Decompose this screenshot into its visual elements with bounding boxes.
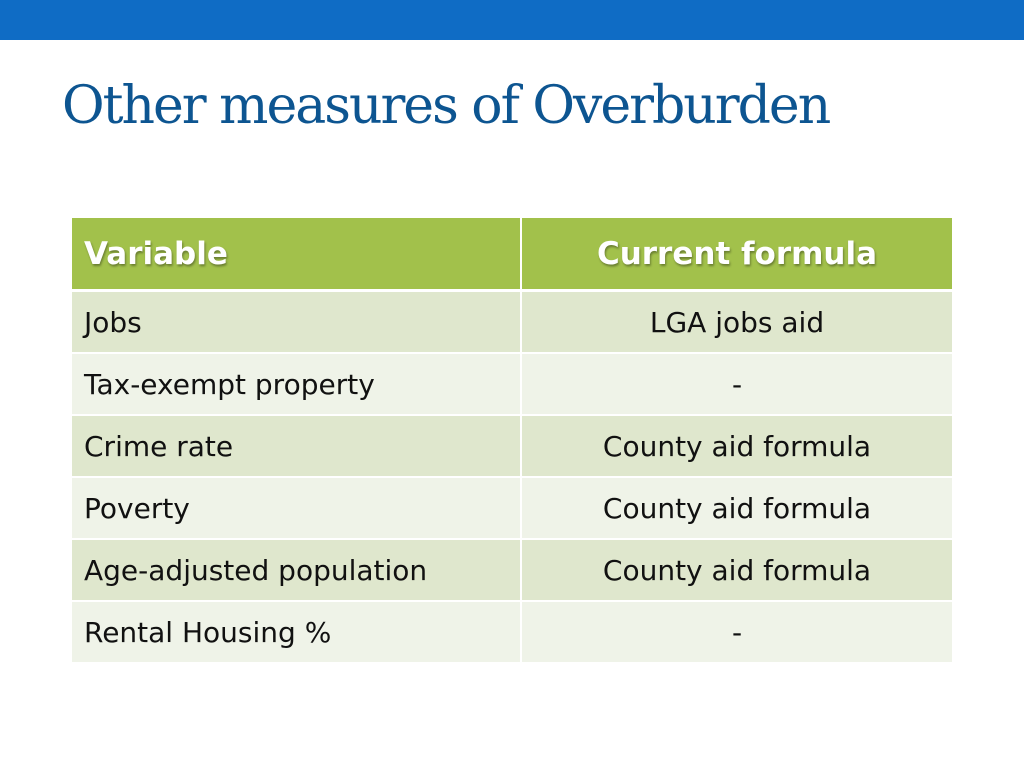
cell-variable: Age-adjusted population (72, 539, 521, 601)
cell-variable: Jobs (72, 291, 521, 354)
cell-formula: County aid formula (521, 477, 952, 539)
cell-formula: County aid formula (521, 415, 952, 477)
table-row (72, 353, 952, 415)
cell-variable: Crime rate (72, 415, 521, 477)
table-row (72, 601, 952, 663)
cell-variable: Poverty (72, 477, 521, 539)
table-header-row (72, 218, 952, 291)
overburden-table (72, 218, 952, 664)
header-variable: Variable (72, 218, 521, 291)
cell-formula: - (521, 353, 952, 415)
top-accent-bar (0, 0, 1024, 40)
table-row (72, 415, 952, 477)
table-row (72, 539, 952, 601)
cell-formula: - (521, 601, 952, 663)
header-current-formula: Current formula (521, 218, 952, 291)
cell-formula: LGA jobs aid (521, 291, 952, 354)
cell-formula: County aid formula (521, 539, 952, 601)
table-row (72, 291, 952, 354)
cell-variable: Rental Housing % (72, 601, 521, 663)
slide-title: Other measures of Overburden (62, 76, 830, 136)
table-row (72, 477, 952, 539)
cell-variable: Tax-exempt property (72, 353, 521, 415)
